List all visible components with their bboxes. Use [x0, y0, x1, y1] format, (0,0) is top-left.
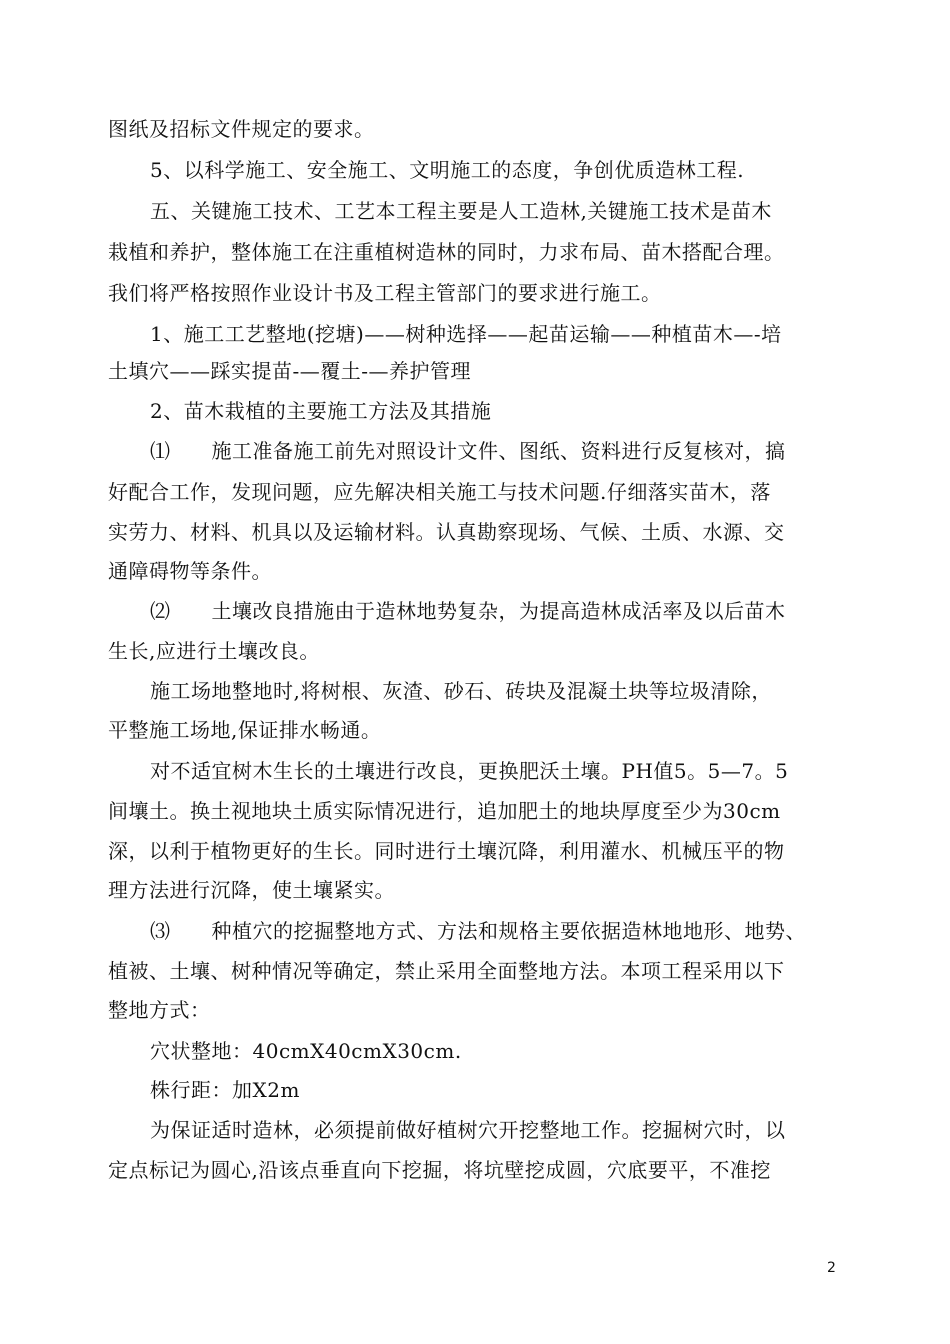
text-line: 理方法进行沉降，使土壤紧实。: [108, 878, 395, 902]
text-line: 通障碍物等条件。: [108, 559, 272, 583]
text-line: 我们将严格按照作业设计书及工程主管部门的要求进行施工。: [108, 281, 662, 305]
text-line: 五、关键施工技术、工艺本工程主要是人工造林,关键施工技术是苗木: [150, 199, 772, 223]
text-line: 栽植和养护，整体施工在注重植树造林的同时，力求布局、苗木搭配合理。: [108, 240, 785, 264]
text-line: 平整施工场地,保证排水畅通。: [108, 718, 382, 742]
text-line: ⑵ 土壤改良措施由于造林地势复杂，为提高造林成活率及以后苗木: [150, 599, 786, 623]
text-line: ⑶ 种植穴的挖掘整地方式、方法和规格主要依据造林地地形、地势、: [150, 919, 806, 943]
text-line: 深，以利于植物更好的生长。同时进行土壤沉降，利用灌水、机械压平的物: [108, 839, 785, 863]
text-line: 图纸及招标文件规定的要求。: [108, 117, 375, 141]
text-line: 对不适宜树木生长的土壤进行改良，更换肥沃土壤。PH值5。5—7。5: [150, 759, 789, 783]
text-line: 实劳力、材料、机具以及运输材料。认真勘察现场、气候、土质、水源、交: [108, 520, 785, 544]
text-line: 定点标记为圆心,沿该点垂直向下挖掘，将坑壁挖成圆，穴底要平，不准挖: [108, 1158, 771, 1182]
text-line: 整地方式：: [108, 998, 211, 1022]
text-line: 好配合工作，发现问题，应先解决相关施工与技术问题.仔细落实苗木，落: [108, 480, 771, 504]
text-line: 株行距：加X2m: [150, 1078, 300, 1102]
text-line: 间壤土。换土视地块土质实际情况进行，追加肥土的地块厚度至少为30cm: [108, 799, 781, 823]
text-line: 为保证适时造林，必须提前做好植树穴开挖整地工作。挖掘树穴时，以: [150, 1118, 786, 1142]
text-line: 穴状整地：40cmX40cmX30cm.: [150, 1039, 462, 1063]
text-line: 生长,应进行土壤改良。: [108, 639, 320, 663]
text-line: 5、以科学施工、安全施工、文明施工的态度，争创优质造林工程.: [150, 158, 745, 182]
text-line: 土填穴——踩实提苗-—覆土-—养护管理: [108, 359, 472, 383]
text-line: 1、施工工艺整地(挖塘)——树种选择——起苗运输——种植苗木—-培: [150, 322, 782, 346]
text-line: 植被、土壤、树种情况等确定，禁止采用全面整地方法。本项工程采用以下: [108, 959, 785, 983]
text-line: ⑴ 施工准备施工前先对照设计文件、图纸、资料进行反复核对，搞: [150, 439, 786, 463]
page-number: 2: [827, 1260, 836, 1276]
text-line: 施工场地整地时,将树根、灰渣、砂石、砖块及混凝土块等垃圾清除，: [150, 679, 772, 703]
text-line: 2、苗木栽植的主要施工方法及其措施: [150, 399, 492, 423]
